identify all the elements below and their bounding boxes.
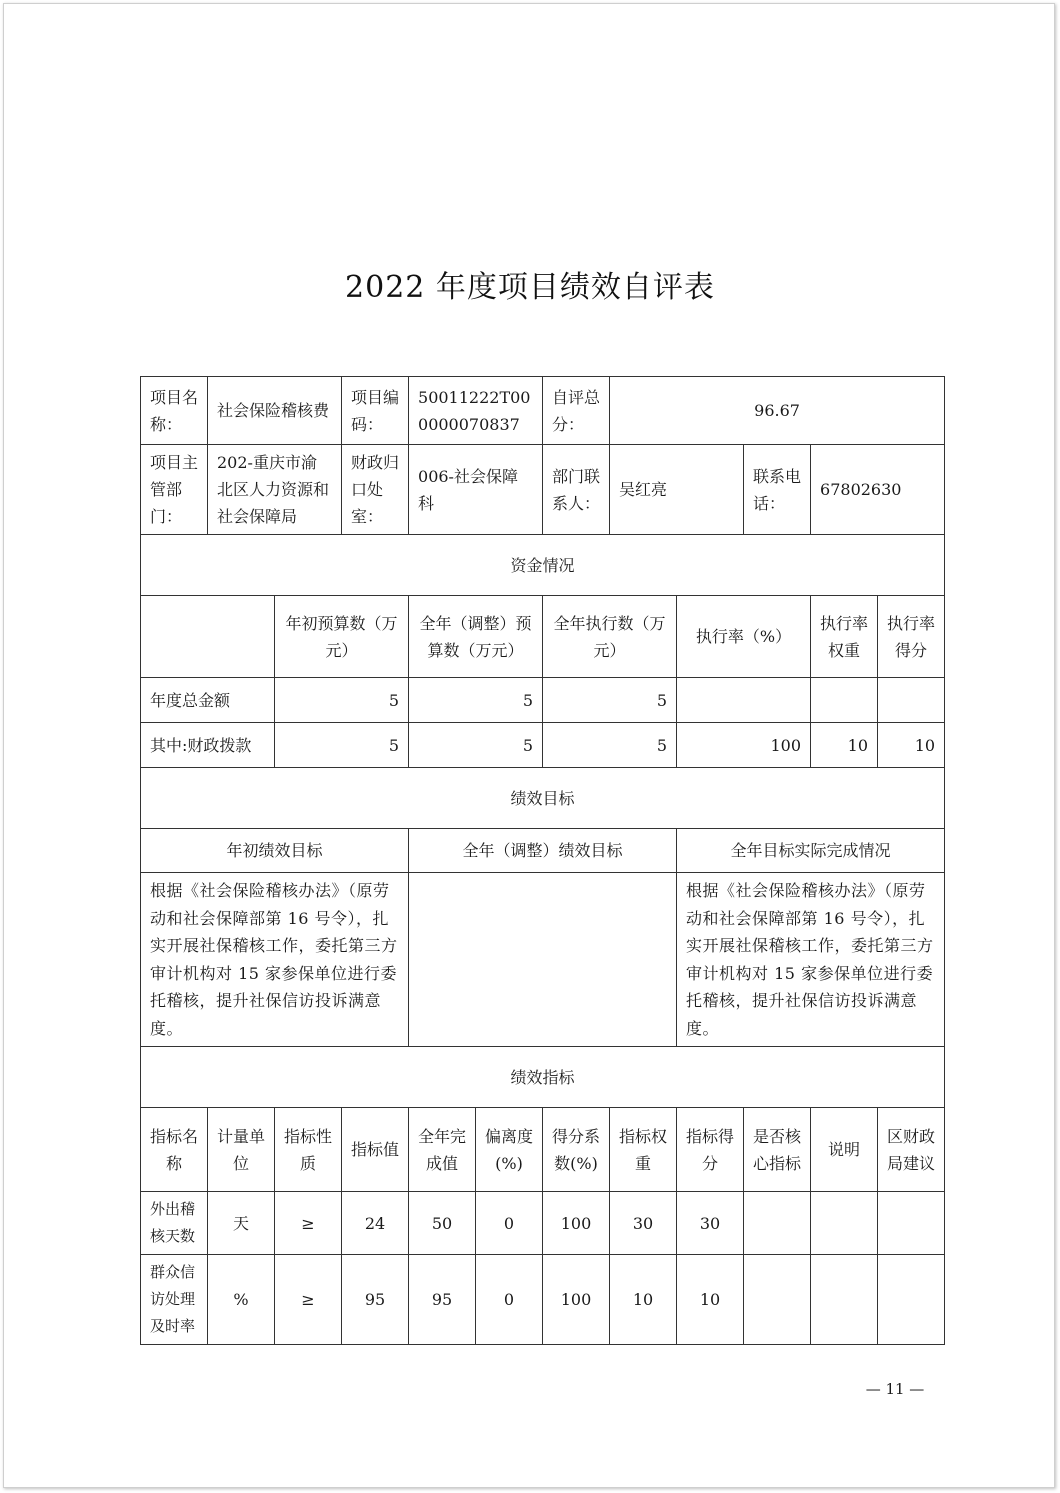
indicator-header: 全年完成值 xyxy=(409,1108,476,1192)
page-title: 2022 年度项目绩效自评表 xyxy=(345,270,715,305)
indicator-cell xyxy=(878,1255,945,1345)
project-code-value: 50011222T000000070837 xyxy=(409,377,543,445)
indicator-cell: 100 xyxy=(543,1255,610,1345)
funds-cell: 5 xyxy=(275,723,409,768)
contact-value: 吴红亮 xyxy=(610,445,744,535)
indicator-cell: 天 xyxy=(208,1192,275,1255)
funds-header: 执行率得分 xyxy=(878,596,945,678)
funds-cell: 5 xyxy=(409,723,543,768)
office-label: 财政归口处室： xyxy=(342,445,409,535)
goal-adjusted-text xyxy=(409,873,677,1047)
funds-header: 执行率（%） xyxy=(677,596,811,678)
indicator-cell: ≥ xyxy=(275,1192,342,1255)
dept-value: 202-重庆市渝北区人力资源和社会保障局 xyxy=(208,445,342,535)
funds-section-heading: 资金情况 xyxy=(141,535,945,596)
self-evaluation-table xyxy=(140,376,945,1345)
goal-initial-text: 根据《社会保险稽核办法》（原劳动和社会保障部第 16 号令），扎实开展社保稽核工作，委托第三方审计机构对 15 家参保单位进行委托稽核，提升社保信访投诉满意度。 xyxy=(141,873,409,1047)
dept-label: 项目主管部门： xyxy=(141,445,208,535)
funds-row-label: 年度总金额 xyxy=(141,678,275,723)
indicator-header: 指标值 xyxy=(342,1108,409,1192)
table-row xyxy=(141,1192,945,1255)
funds-row-label: 其中:财政拨款 xyxy=(141,723,275,768)
score-value: 96.67 xyxy=(610,377,945,445)
indicator-cell xyxy=(744,1255,811,1345)
indicator-header: 区财政局建议 xyxy=(878,1108,945,1192)
indicator-cell: 0 xyxy=(476,1192,543,1255)
table-row xyxy=(141,1255,945,1345)
indicator-cell: 30 xyxy=(610,1192,677,1255)
office-value: 006-社会保障科 xyxy=(409,445,543,535)
indicator-cell: 100 xyxy=(543,1192,610,1255)
indicator-cell: 0 xyxy=(476,1255,543,1345)
indicator-cell: 24 xyxy=(342,1192,409,1255)
funds-cell: 5 xyxy=(543,678,677,723)
indicators-section-heading: 绩效指标 xyxy=(141,1047,945,1108)
indicator-header: 指标权重 xyxy=(610,1108,677,1192)
funds-cell: 5 xyxy=(543,723,677,768)
funds-header: 执行率权重 xyxy=(811,596,878,678)
score-label: 自评总分： xyxy=(543,377,610,445)
funds-cell: 10 xyxy=(878,723,945,768)
indicator-cell: % xyxy=(208,1255,275,1345)
indicator-cell: 95 xyxy=(342,1255,409,1345)
indicator-header: 指标得分 xyxy=(677,1108,744,1192)
funds-header xyxy=(141,596,275,678)
indicator-cell xyxy=(744,1192,811,1255)
funds-cell xyxy=(878,678,945,723)
goals-section-heading: 绩效目标 xyxy=(141,768,945,829)
table-row xyxy=(141,723,945,768)
funds-cell xyxy=(811,678,878,723)
indicator-cell: 10 xyxy=(677,1255,744,1345)
indicator-header: 说明 xyxy=(811,1108,878,1192)
project-name-value: 社会保险稽核费 xyxy=(208,377,342,445)
goals-header-actual: 全年目标实际完成情况 xyxy=(677,829,945,873)
goals-header-adjusted: 全年（调整）绩效目标 xyxy=(409,829,677,873)
indicator-header: 计量单位 xyxy=(208,1108,275,1192)
contact-label: 部门联系人： xyxy=(543,445,610,535)
table-row xyxy=(141,678,945,723)
project-code-label: 项目编码： xyxy=(342,377,409,445)
indicator-header: 指标性质 xyxy=(275,1108,342,1192)
goal-actual-text: 根据《社会保险稽核办法》（原劳动和社会保障部第 16 号令），扎实开展社保稽核工作，委托第三方审计机构对 15 家参保单位进行委托稽核，提升社保信访投诉满意度。 xyxy=(677,873,945,1047)
indicator-cell xyxy=(811,1255,878,1345)
funds-header: 年初预算数（万元） xyxy=(275,596,409,678)
funds-cell xyxy=(677,678,811,723)
indicator-header: 偏离度(%) xyxy=(476,1108,543,1192)
goals-header-initial: 年初绩效目标 xyxy=(141,829,409,873)
indicator-cell: 95 xyxy=(409,1255,476,1345)
funds-cell: 5 xyxy=(409,678,543,723)
page-number: — 11 — xyxy=(865,1380,925,1398)
project-name-label: 项目名称： xyxy=(141,377,208,445)
phone-value: 67802630 xyxy=(811,445,945,535)
indicator-header: 指标名称 xyxy=(141,1108,208,1192)
phone-label: 联系电话： xyxy=(744,445,811,535)
indicator-header: 得分系数(%) xyxy=(543,1108,610,1192)
funds-cell: 100 xyxy=(677,723,811,768)
funds-cell: 5 xyxy=(275,678,409,723)
indicator-cell xyxy=(878,1192,945,1255)
indicator-name: 群众信访处理及时率 xyxy=(141,1255,208,1345)
indicator-cell: 10 xyxy=(610,1255,677,1345)
indicator-cell: 50 xyxy=(409,1192,476,1255)
funds-cell: 10 xyxy=(811,723,878,768)
indicator-name: 外出稽核天数 xyxy=(141,1192,208,1255)
indicator-cell: ≥ xyxy=(275,1255,342,1345)
indicator-cell xyxy=(811,1192,878,1255)
indicator-cell: 30 xyxy=(677,1192,744,1255)
funds-header: 全年（调整）预算数（万元） xyxy=(409,596,543,678)
funds-header: 全年执行数（万元） xyxy=(543,596,677,678)
indicator-header: 是否核心指标 xyxy=(744,1108,811,1192)
